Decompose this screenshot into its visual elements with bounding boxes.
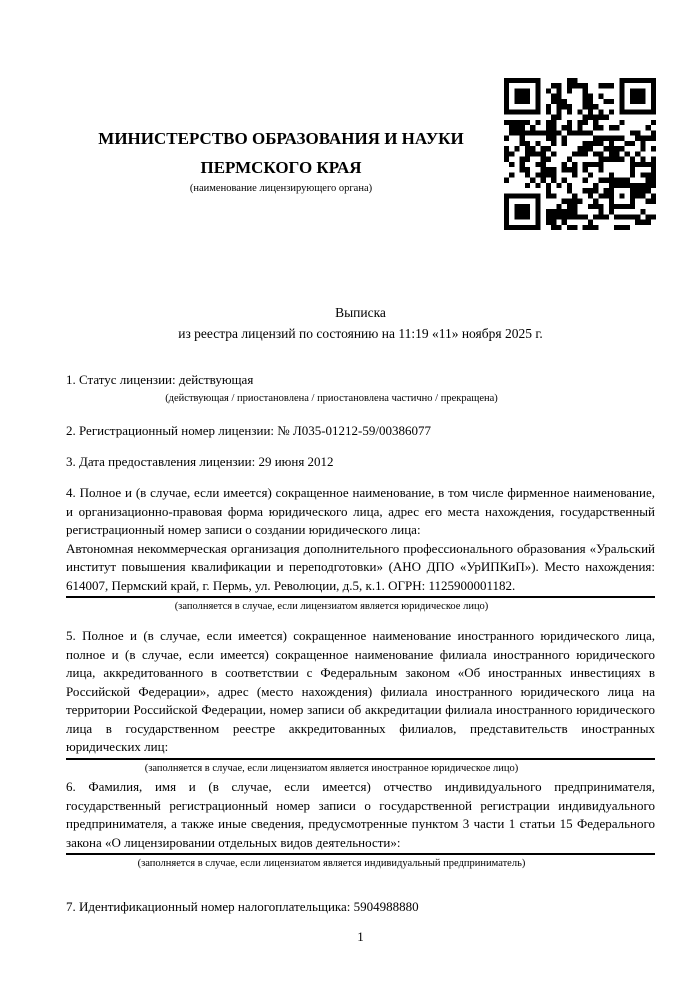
registration-number-text: 2. Регистрационный номер лицензии: № Л035-01212-59/00386077	[66, 423, 432, 438]
extract-intro	[66, 302, 655, 344]
grant-date-text: 3. Дата предоставления лицензии: 29 июня 2012	[66, 454, 334, 469]
qr-code-icon	[504, 78, 656, 230]
status-options-caption: (действующая / приостановлена / приостановлена частично / прекращена)	[165, 392, 498, 404]
section-foreign-entity	[66, 627, 655, 775]
status-text: 1. Статус лицензии: действующая	[66, 372, 254, 387]
section-taxpayer-id	[66, 898, 655, 917]
entrepreneur-question: 6. Фамилия, имя и (в случае, если имеется) отчество индивидуального предпринимателя, государственный регистрационный номер записи о государственной регистрации индивидуального предпринимателя, а также иные сведения, предусмотренные пунктом 3 части 1 статьи 15 Федерального закона «О лицензировании отдельных видов деятельности»:	[66, 779, 655, 850]
section-status	[66, 371, 655, 405]
fill-line	[66, 853, 655, 855]
ministry-name-line1: МИНИСТЕРСТВО ОБРАЗОВАНИЯ И НАУКИ	[98, 129, 464, 148]
taxpayer-id-text: 7. Идентификационный номер налогоплательщика: 5904988880	[66, 899, 419, 914]
section-grant-date	[66, 453, 655, 472]
extract-title: Выписка	[335, 305, 386, 320]
section-legal-entity	[66, 484, 655, 613]
foreign-entity-question: 5. Полное и (в случае, если имеется) сокращенное наименование иностранного юридического лица, полное и (в случае, если имеется) сокращенное наименование филиала иностранного юридического лица, аккредитованного в соответствии с Федеральным законом «Об иностранных инвестициях в Российской Федерации», адрес (место нахождения) филиала иностранного юридического лица на территории Российской Федерации, номер записи об аккредитации филиала иностранного юридического лица в государственном реестре аккредитованных филиалов, представительств иностранных юридических лиц:	[66, 628, 655, 754]
fill-line	[66, 596, 655, 598]
entrepreneur-caption: (заполняется в случае, если лицензиатом является индивидуальный предприниматель)	[137, 858, 526, 869]
section-entrepreneur	[66, 778, 655, 870]
foreign-entity-caption: (заполняется в случае, если лицензиатом является иностранное юридическое лицо)	[144, 762, 519, 774]
section-registration-number	[66, 422, 655, 441]
document-header	[66, 78, 656, 230]
legal-entity-answer: Автономная некоммерческая организация дополнительного профессионального образования «Уральский институт повышения квалификации и переподготовки» (АНО ДПО «УрИПКиП»). Место нахождения: 614007, Пермский край, г. Пермь, ул. Революции, д.5, к.1. ОГРН: 1125900001182.	[66, 540, 655, 593]
fill-line	[66, 758, 655, 760]
legal-entity-question: 4. Полное и (в случае, если имеется) сокращенное наименование, в том числе фирменное наименование, и организационно-правовая форма юридического лица, адрес его места нахождения, государственный регистрационный номер записи о создании юридического лица:	[66, 485, 655, 537]
page-number: 1	[357, 929, 364, 944]
authority-caption: (наименование лицензирующего органа)	[189, 183, 373, 194]
extract-subtitle: из реестра лицензий по состоянию на 11:19 «11» ноября 2025 г.	[178, 326, 543, 341]
legal-entity-caption: (заполняется в случае, если лицензиатом является юридическое лицо)	[174, 601, 489, 612]
ministry-name-line2: ПЕРМСКОГО КРАЯ	[200, 158, 362, 177]
licensing-authority	[66, 78, 504, 195]
